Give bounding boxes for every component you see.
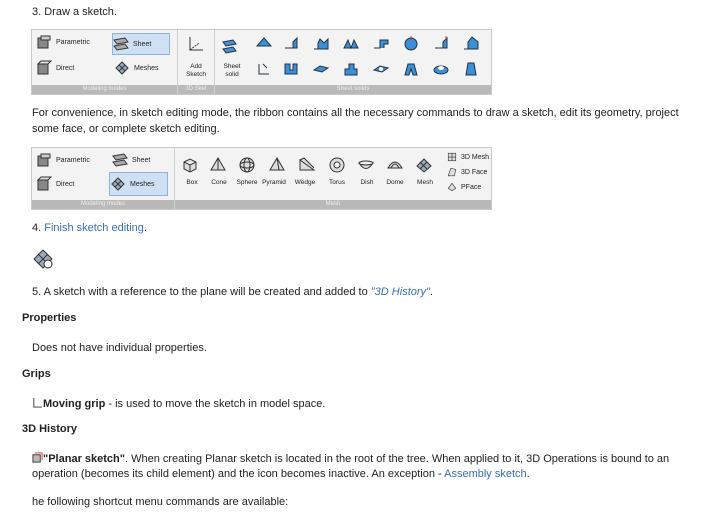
history-line-2-text: operation (becomes its child element) and the icon becomes inactive. An exception - xyxy=(32,468,445,480)
meshes-label: Meshes xyxy=(134,64,159,72)
sheet-tool-icon-1[interactable] xyxy=(255,34,273,52)
box-icon[interactable] xyxy=(181,156,199,174)
finish-sketch-editing-link[interactable]: Finish sketch editing xyxy=(44,222,144,234)
step-5-text: 5. A sketch with a reference to the plane will be created and added to xyxy=(32,286,371,298)
mesh-tool-label-sphere: Sphere xyxy=(236,179,258,186)
sheet-tool-icon-9[interactable] xyxy=(255,60,273,78)
shortcut-menu-intro: he following shortcut menu commands are available: xyxy=(32,496,289,508)
ribbon-description-line-2: some face, or complete sketch editing. xyxy=(32,123,220,135)
meshes-icon xyxy=(114,60,130,76)
3d-mesh-icon xyxy=(447,152,457,162)
step-4-suffix: . xyxy=(143,222,147,234)
sheet-solid-label-2: solid xyxy=(225,71,239,78)
sketch-group xyxy=(178,30,215,94)
mesh-tool-label-torus: Torus xyxy=(329,179,345,186)
3d-face-button[interactable] xyxy=(447,167,487,177)
sheet-tool-icon-11[interactable] xyxy=(312,60,330,78)
mesh-tool-label-pyramid: Pyramid xyxy=(262,179,286,186)
history-line-2-suffix: . xyxy=(526,468,530,480)
parametric-icon-2 xyxy=(36,152,52,168)
mesh-tool-label-dish: Dish xyxy=(360,179,374,186)
sheet-tool-icon-6[interactable] xyxy=(402,34,420,52)
direct-mode-button[interactable] xyxy=(36,60,74,76)
pface-label: PFace xyxy=(461,183,482,191)
sheet-tool-icon-2[interactable] xyxy=(282,34,300,52)
mesh-sketch-icon xyxy=(32,248,54,270)
sheet-tool-icon-12[interactable] xyxy=(342,60,360,78)
sheet-tool-icon-4[interactable] xyxy=(342,34,360,52)
modeling-modes-group-2 xyxy=(32,148,175,209)
sheet-icon xyxy=(113,36,129,52)
moving-grip-name: Moving grip xyxy=(43,398,106,410)
planar-sketch-name: "Planar sketch" xyxy=(43,453,125,465)
properties-heading: Properties xyxy=(22,312,77,324)
grip-row xyxy=(32,397,325,410)
properties-text: Does not have individual properties. xyxy=(32,342,207,354)
direct-label-2: Direct xyxy=(56,180,75,188)
history-line-1 xyxy=(32,452,669,465)
sheet-tool-icon-13[interactable] xyxy=(372,60,390,78)
mesh-icon[interactable] xyxy=(415,156,433,174)
parametric-label: Parametric xyxy=(56,38,90,46)
moving-grip-icon xyxy=(32,397,43,408)
meshes-icon-2 xyxy=(110,176,126,192)
dome-icon[interactable] xyxy=(386,156,404,174)
step-4 xyxy=(32,222,147,234)
mesh-tool-label-dome: Dome xyxy=(386,179,404,186)
meshes-label-2: Meshes xyxy=(130,180,155,188)
modeling-modes-group xyxy=(32,30,178,94)
sheet-label-2: Sheet xyxy=(132,156,151,164)
add-sketch-label-1: Add xyxy=(190,63,202,70)
torus-icon[interactable] xyxy=(328,156,346,174)
direct-label: Direct xyxy=(56,64,75,72)
sheet-solid-icon[interactable] xyxy=(221,38,239,56)
sheet-tool-icon-3[interactable] xyxy=(312,34,330,52)
sheet-tool-icon-15[interactable] xyxy=(432,60,450,78)
sheet-tool-icon-5[interactable] xyxy=(372,34,390,52)
sheet-solid-label-1: Sheet xyxy=(223,63,241,70)
direct-icon xyxy=(36,60,52,76)
modeling-modes-footer: Modeling modes xyxy=(32,85,177,94)
direct-icon-2 xyxy=(36,176,52,192)
pyramid-icon[interactable] xyxy=(268,156,286,174)
sheet-mode-button-2[interactable] xyxy=(112,152,150,168)
add-sketch-icon[interactable] xyxy=(187,35,205,53)
mesh-group-footer: Mesh xyxy=(175,200,491,209)
cone-icon[interactable] xyxy=(209,156,227,174)
history-line-2 xyxy=(32,468,530,480)
pface-button[interactable] xyxy=(447,182,481,192)
sheet-tool-icon-7[interactable] xyxy=(432,34,450,52)
parametric-icon xyxy=(36,34,52,50)
moving-grip-desc: - is used to move the sketch in model space. xyxy=(105,398,326,410)
sheet-label: Sheet xyxy=(133,40,152,48)
mesh-tool-label-cone: Cone xyxy=(211,179,227,186)
3d-mesh-button[interactable] xyxy=(447,152,489,162)
3d-face-label: 3D Face xyxy=(461,168,488,176)
meshes-mode-button-2[interactable] xyxy=(109,172,168,196)
modeling-modes-footer-2: Modeling modes xyxy=(32,200,174,209)
step-5-suffix: . xyxy=(429,286,433,298)
sheet-tool-icon-10[interactable] xyxy=(282,60,300,78)
direct-mode-button-2[interactable] xyxy=(36,176,74,192)
3d-history-heading: 3D History xyxy=(22,423,78,435)
3d-face-icon xyxy=(447,167,457,177)
ribbon-description-line-1: For convenience, in sketch editing mode, the ribbon contains all the necessary commands to draw a sketch, edit its geometry, project xyxy=(32,107,679,119)
history-line-1-text: . When creating Planar sketch is located in the root of the tree. When applied to it, 3D Operations is bound to an xyxy=(124,453,670,465)
step-3: 3. Draw a sketch. xyxy=(32,6,117,18)
wedge-icon[interactable] xyxy=(298,156,316,174)
sheet-solids-footer: Sheet solids xyxy=(215,85,491,94)
sheet-icon-2 xyxy=(112,152,128,168)
add-sketch-label-2: Sketch xyxy=(186,71,206,78)
sheet-tool-icon-14[interactable] xyxy=(402,60,420,78)
sphere-icon[interactable] xyxy=(238,156,256,174)
grips-heading: Grips xyxy=(22,368,51,380)
parametric-label-2: Parametric xyxy=(56,156,90,164)
sheet-tool-icon-8[interactable] xyxy=(462,34,480,52)
sheet-mode-button[interactable] xyxy=(112,33,170,55)
mesh-tool-label-box: Box xyxy=(186,179,198,186)
parametric-mode-button-2[interactable] xyxy=(36,152,90,168)
planar-sketch-icon xyxy=(32,452,43,463)
pface-icon xyxy=(447,182,457,192)
dish-icon[interactable] xyxy=(357,156,375,174)
3d-mesh-label: 3D Mesh xyxy=(461,153,490,161)
sheet-tool-icon-16[interactable] xyxy=(462,60,480,78)
step-5 xyxy=(32,286,433,298)
step-4-prefix: 4. xyxy=(32,222,45,234)
mesh-tool-label-wedge: Wedge xyxy=(294,179,316,186)
meshes-mode-button[interactable] xyxy=(114,60,159,76)
3d-history-link[interactable]: "3D History" xyxy=(370,286,430,298)
mesh-tool-label-mesh: Mesh xyxy=(417,179,433,186)
parametric-mode-button[interactable] xyxy=(36,34,90,50)
assembly-sketch-link[interactable]: Assembly sketch xyxy=(444,468,527,480)
sketch-group-footer: 3D Sket xyxy=(178,85,214,94)
